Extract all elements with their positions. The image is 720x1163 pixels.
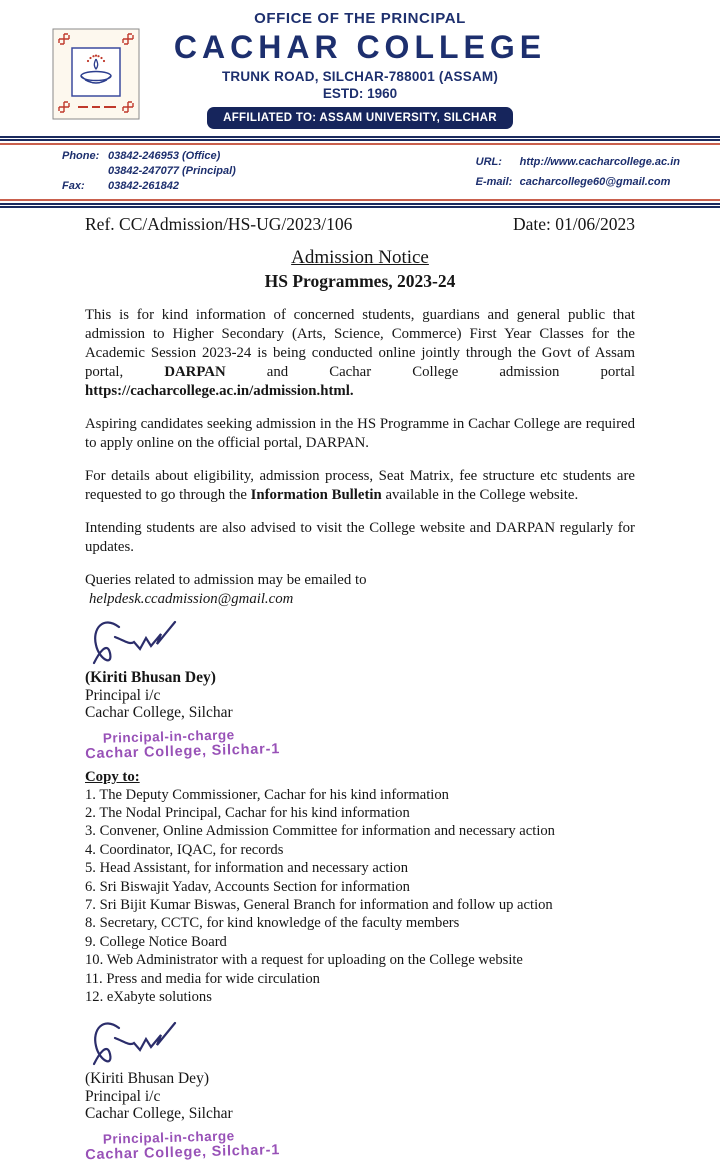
ref-date-row <box>85 214 635 235</box>
signatory-block-2 <box>85 1070 635 1123</box>
affiliation-badge: AFFILIATED TO: ASSAM UNIVERSITY, SILCHAR <box>207 107 513 129</box>
top-rule <box>0 136 720 145</box>
contact-band <box>0 145 720 199</box>
letter-date: Date: 01/06/2023 <box>513 214 635 234</box>
url-label: URL: <box>475 156 502 168</box>
paragraph-4: Intending students are also advised to visit the College website and DARPAN regularly for updates. <box>85 520 635 555</box>
copy-item: 9. College Notice Board <box>85 933 227 950</box>
office-line: OFFICE OF THE PRINCIPAL <box>254 10 466 27</box>
url-value: http://www.cacharcollege.ac.in <box>519 156 680 168</box>
stamp-line-1: Principal-in-charge <box>102 1128 235 1147</box>
office-stamp-2 <box>85 1118 636 1163</box>
phone-label: Phone: <box>62 150 100 162</box>
handwritten-signature-icon <box>89 617 199 667</box>
copy-item: 12. eXabyte solutions <box>85 988 212 1005</box>
copy-item: 1. The Deputy Commissioner, Cachar for his kind information <box>85 786 449 803</box>
letter-body <box>85 214 635 1163</box>
copy-item: 3. Convener, Online Admission Committee for information and necessary action <box>85 823 555 840</box>
letterhead <box>0 0 720 129</box>
phone-office: 03842-246953 (Office) <box>108 150 221 162</box>
notice-subtitle: HS Programmes, 2023-24 <box>264 271 456 291</box>
queries-block <box>85 571 635 609</box>
signatory-college: Cachar College, Silchar <box>85 1105 233 1123</box>
paragraph-1-bold-darpan: DARPAN <box>164 364 226 380</box>
paragraph-3-bold-bulletin: Information Bulletin <box>250 487 382 503</box>
copy-item: 6. Sri Biswajit Yadav, Accounts Section for information <box>85 878 410 895</box>
reference-number: Ref. CC/Admission/HS-UG/2023/106 <box>85 214 353 234</box>
paragraph-3 <box>85 467 635 505</box>
email-label: E-mail: <box>475 175 513 188</box>
paragraph-1 <box>85 306 635 401</box>
paragraph-2: Aspiring candidates seeking admission in the HS Programme in Cachar College are required to apply online on the official portal, DARPAN. <box>85 416 635 451</box>
contact-left <box>62 150 236 195</box>
signatory-name: (Kiriti Bhusan Dey) <box>85 669 216 686</box>
college-address: TRUNK ROAD, SILCHAR-788001 (ASSAM) <box>221 69 499 84</box>
signatory-block-1 <box>85 669 635 722</box>
copy-item: 7. Sri Bijit Kumar Biswas, General Branch for information and follow up action <box>85 896 553 913</box>
fax-number: 03842-261842 <box>108 180 179 192</box>
signatory-designation: Principal i/c <box>85 1087 161 1105</box>
queries-line: Queries related to admission may be emailed to <box>85 572 367 588</box>
copy-item: 11. Press and media for wide circulation <box>85 970 320 987</box>
bottom-rule <box>0 199 720 208</box>
estd-line: ESTD: 1960 <box>322 86 398 101</box>
paragraph-3-text-2: available in the College website. <box>381 487 579 503</box>
phone-principal: 03842-247077 (Principal) <box>108 165 236 177</box>
stamp-line-2: Cachar College, Silchar-1 <box>85 740 281 762</box>
copy-item: 4. Coordinator, IQAC, for records <box>85 841 284 858</box>
notice-title: Admission Notice <box>291 247 429 268</box>
paragraph-3-text: For details about eligibility, admission process, Seat Matrix, fee structure etc students are requested to go through the <box>85 468 635 503</box>
signatory-designation: Principal i/c <box>85 686 161 704</box>
copy-item: 5. Head Assistant, for information and necessary action <box>85 860 409 877</box>
college-emblem-diya-icon <box>52 28 140 120</box>
copy-to-heading: Copy to: <box>85 768 140 785</box>
paragraph-1-text: This is for kind information of concerned students, guardians and general public that admission to Higher Secondary (Arts, Science, Commerce) First Year Classes for the Academic Session 2023-24 is being conducted online jointly through the Govt of Assam portal, <box>85 307 635 380</box>
stamp-line-1: Principal-in-charge <box>102 726 235 746</box>
notice-title-block <box>85 247 635 292</box>
office-stamp-1 <box>85 716 636 761</box>
college-name: CACHAR COLLEGE <box>173 29 547 65</box>
navy-rule <box>0 203 720 208</box>
copy-item: 8. Secretary, CCTC, for kind knowledge of the faculty members <box>85 915 460 932</box>
handwritten-signature-icon <box>89 1018 199 1068</box>
signatory-college: Cachar College, Silchar <box>85 704 233 721</box>
copy-item: 10. Web Administrator with a request for uploading on the College website <box>85 952 523 969</box>
paragraph-1-text-2: and Cachar College admission portal <box>225 364 635 380</box>
fax-label: Fax: <box>62 180 85 192</box>
copy-to-list <box>85 786 635 1007</box>
email-value: cacharcollege60@gmail.com <box>519 175 671 188</box>
paragraph-1-bold-url: https://cacharcollege.ac.in/admission.html. <box>85 383 354 399</box>
phone-label-spacer <box>62 165 108 180</box>
copy-item: 2. The Nodal Principal, Cachar for his kind information <box>85 804 410 821</box>
signatory-name: (Kiriti Bhusan Dey) <box>85 1070 209 1088</box>
stamp-line-2: Cachar College, Silchar-1 <box>85 1141 281 1163</box>
contact-right <box>476 156 680 195</box>
queries-email: helpdesk.ccadmission@gmail.com <box>89 591 294 607</box>
